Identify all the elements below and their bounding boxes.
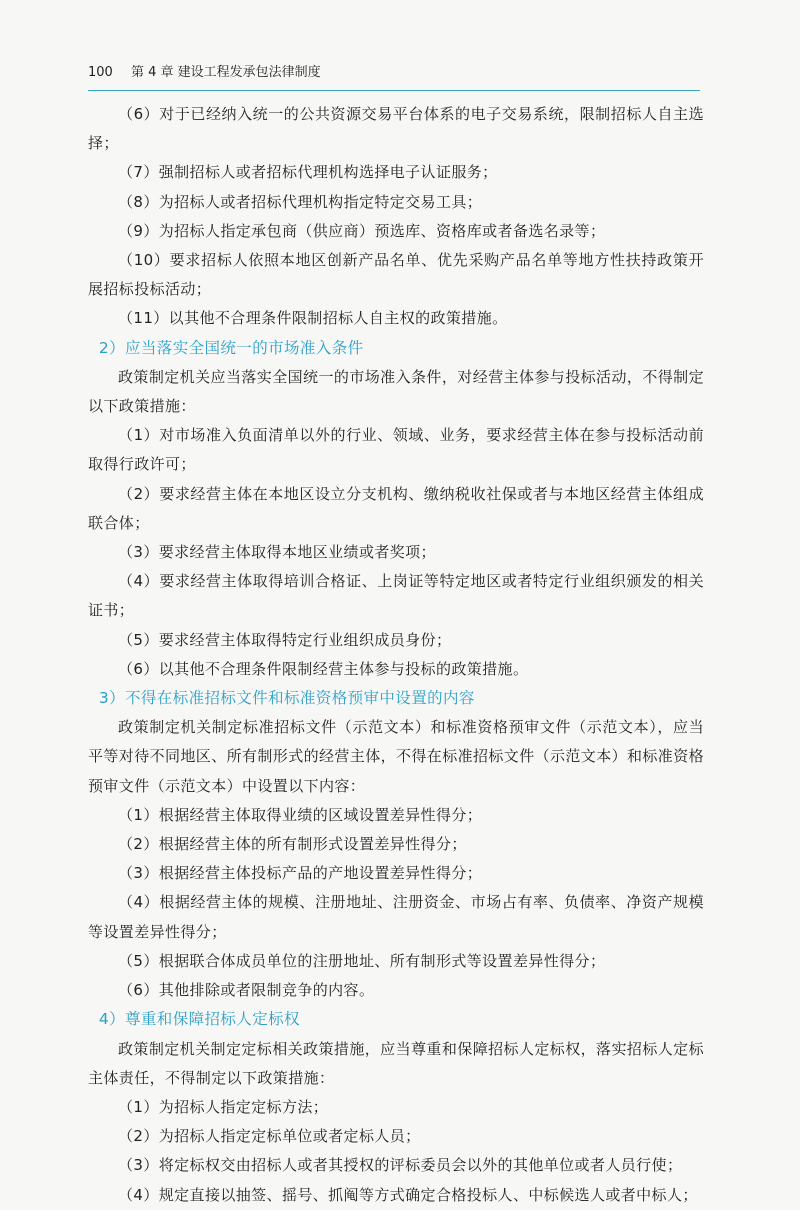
running-header	[88, 60, 700, 91]
body-paragraph: 政策制定机关应当落实全国统一的市场准入条件，对经营主体参与投标活动，不得制定以下政策措施：	[88, 367, 704, 416]
body-paragraph: （6）其他排除或者限制竞争的内容。	[118, 981, 375, 1000]
body-paragraph: （6）以其他不合理条件限制经营主体参与投标的政策措施。	[118, 659, 529, 678]
body-paragraph: （11）以其他不合理条件限制招标人自主权的政策措施。	[118, 309, 508, 328]
page-number: 100	[88, 65, 113, 80]
body-paragraph: （2）根据经营主体的所有制形式设置差异性得分；	[118, 835, 467, 854]
body-paragraph: （7）强制招标人或者招标代理机构选择电子认证服务；	[118, 163, 498, 182]
body-paragraph: （1）对市场准入负面清单以外的行业、领域、业务，要求经营主体在参与投标活动前取得行政许可；	[88, 426, 704, 474]
section-heading: 4）尊重和保障招标人定标权	[98, 1010, 300, 1029]
body-paragraph: 政策制定机关制定定标相关政策措施，应当尊重和保障招标人定标权，落实招标人定标主体责任，不得制定以下政策措施：	[88, 1039, 704, 1087]
body-paragraph: （1）根据经营主体取得业绩的区域设置差异性得分；	[118, 805, 483, 824]
body-paragraph: （4）规定直接以抽签、摇号、抓阄等方式确定合格投标人、中标候选人或者中标人；	[118, 1185, 698, 1204]
body-paragraph: （5）根据联合体成员单位的注册地址、所有制形式等设置差异性得分；	[118, 951, 606, 970]
section-heading: 3）不得在标准招标文件和标准资格预审中设置的内容	[98, 689, 475, 708]
body-paragraph: （10）要求招标人依照本地区创新产品名单、优先采购产品名单等地方性扶持政策开展招标投标活动；	[88, 251, 704, 299]
chapter-title: 建设工程发承包法律制度	[177, 65, 321, 80]
chapter-label: 第 4 章	[130, 65, 174, 80]
body-paragraph: （4）根据经营主体的规模、注册地址、注册资金、市场占有率、负债率、净资产规模等设置差异性得分；	[88, 893, 704, 941]
body-paragraph: （4）要求经营主体取得培训合格证、上岗证等特定地区或者特定行业组织颁发的相关证书；	[88, 572, 704, 620]
body-paragraph: （5）要求经营主体取得特定行业组织成员身份；	[118, 630, 452, 649]
body-paragraph: （6）对于已经纳入统一的公共资源交易平台体系的电子交易系统，限制招标人自主选择；	[88, 105, 704, 153]
body-paragraph: （9）为招标人指定承包商（供应商）预选库、资格库或者备选名录等；	[118, 221, 606, 240]
body-paragraph: 政策制定机关制定标准招标文件（示范文本）和标准资格预审文件（示范文本），应当平等对待不同地区、所有制形式的经营主体，不得在标准招标文件（示范文本）和标准资格预审文件（示范文本）中设置以下内容：	[88, 718, 705, 795]
page-body	[88, 100, 704, 1210]
body-paragraph: （2）为招标人指定定标单位或者定标人员；	[118, 1127, 421, 1146]
body-paragraph: （3）要求经营主体取得本地区业绩或者奖项；	[118, 543, 436, 562]
body-paragraph: （8）为招标人或者招标代理机构指定特定交易工具；	[118, 192, 483, 211]
body-paragraph: （2）要求经营主体在本地区设立分支机构、缴纳税收社保或者与本地区经营主体组成联合体；	[88, 484, 704, 532]
body-paragraph: （1）为招标人指定定标方法；	[118, 1097, 329, 1116]
section-heading: 2）应当落实全国统一的市场准入条件	[98, 338, 364, 357]
body-paragraph: （3）根据经营主体投标产品的产地设置差异性得分；	[118, 864, 483, 883]
body-paragraph: （3）将定标权交由招标人或者其授权的评标委员会以外的其他单位或者人员行使；	[118, 1156, 683, 1175]
